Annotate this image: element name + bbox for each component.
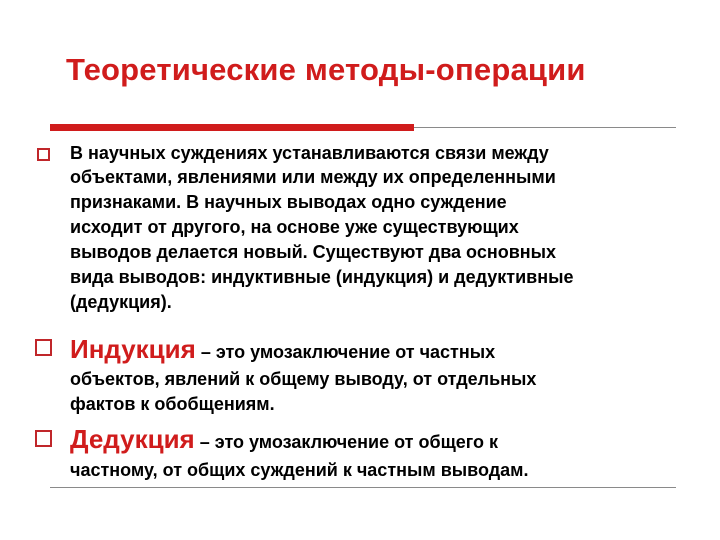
- bullet-1-line-5: выводов делается новый. Существуют два основных: [70, 242, 557, 262]
- bullet-2-lead-text: – это умозаключение от частных: [195, 342, 496, 362]
- term-deduction: Дедукция: [70, 424, 195, 454]
- title-rule-accent: [50, 124, 414, 131]
- hollow-square-bullet-icon: [35, 339, 52, 356]
- bullet-1-line-1: В научных суждениях устанавливаются связи между: [70, 143, 549, 163]
- footer-rule: [50, 487, 676, 488]
- slide-title: Теоретические методы-операции: [66, 52, 586, 87]
- bullet-2-line-1: объектов, явлений к общему выводу, от отдельных: [70, 369, 537, 389]
- bullet-3-lead-text: – это умозаключение от общего к: [194, 432, 499, 452]
- bullet-3-lead: [70, 424, 498, 455]
- bullet-3-line-1: частному, от общих суждений к частным выводам.: [70, 460, 529, 480]
- term-induction: Индукция: [70, 334, 196, 364]
- bullet-2-line-2: фактов к обобщениям.: [70, 394, 275, 414]
- hollow-square-bullet-icon: [37, 148, 50, 161]
- bullet-1-line-7: (дедукция).: [70, 292, 172, 312]
- bullet-1-line-6: вида выводов: индуктивные (индукция) и дедуктивные: [70, 267, 574, 287]
- bullet-1-line-2: объектами, явлениями или между их определенными: [70, 167, 556, 187]
- bullet-1-line-3: признаками. В научных выводах одно суждение: [70, 192, 507, 212]
- bullet-2-lead: [70, 334, 495, 365]
- hollow-square-bullet-icon: [35, 430, 52, 447]
- bullet-1-line-4: исходит от другого, на основе уже существующих: [70, 217, 519, 237]
